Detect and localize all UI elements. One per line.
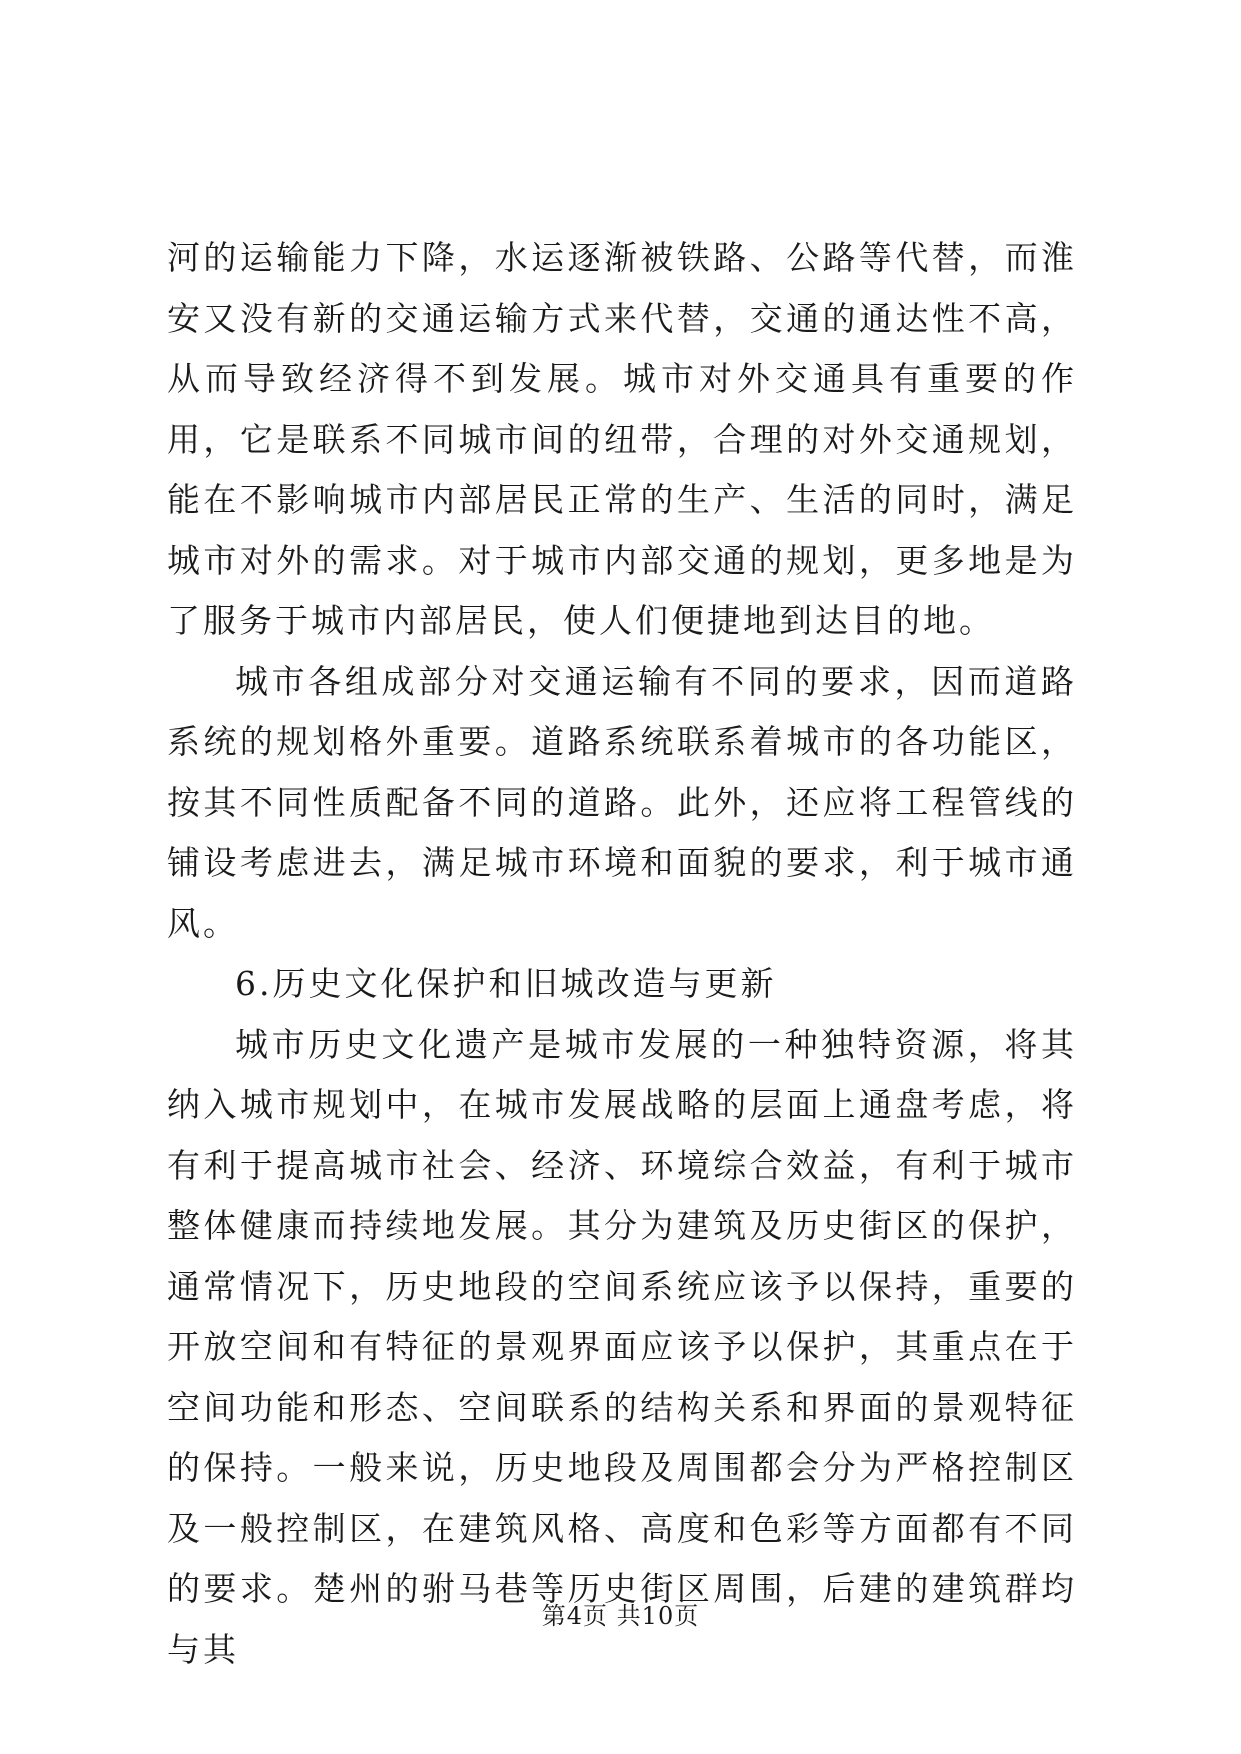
page-footer: 第4页 共10页 bbox=[541, 1602, 700, 1630]
paragraph-continuation: 河的运输能力下降，水运逐渐被铁路、公路等代替，而淮安又没有新的交通运输方式来代替，交通的通达性不高，从而导致经济得不到发展。城市对外交通具有重要的作用，它是联系不同城市间的纽带，合理的对外交通规划，能在不影响城市内部居民正常的生产、生活的同时，满足城市对外的需求。对于城市内部交通的规划，更多地是为了服务于城市内部居民，使人们便捷地到达目的地。 bbox=[167, 238, 1077, 640]
section-heading: 6.历史文化保护和旧城改造与更新 bbox=[235, 964, 777, 1003]
document-body bbox=[167, 228, 1077, 1680]
paragraph-road-system: 城市各组成部分对交通运输有不同的要求，因而道路系统的规划格外重要。道路系统联系着城市的各功能区，按其不同性质配备不同的道路。此外，还应将工程管线的铺设考虑进去，满足城市环境和面貌的要求，利于城市通风。 bbox=[167, 661, 1077, 943]
paragraph-heritage: 城市历史文化遗产是城市发展的一种独特资源，将其纳入城市规划中，在城市发展战略的层面上通盘考虑，将有利于提高城市社会、经济、环境综合效益，有利于城市整体健康而持续地发展。其分为建筑及历史街区的保护，通常情况下，历史地段的空间系统应该予以保持，重要的开放空间和有特征的景观界面应该予以保护，其重点在于空间功能和形态、空间联系的结构关系和界面的景观特征的保持。一般来说，历史地段及周围都会分为严格控制区及一般控制区，在建筑风格、高度和色彩等方面都有不同的要求。楚州的驸马巷等历史街区周围，后建的建筑群均与其 bbox=[167, 1024, 1077, 1669]
